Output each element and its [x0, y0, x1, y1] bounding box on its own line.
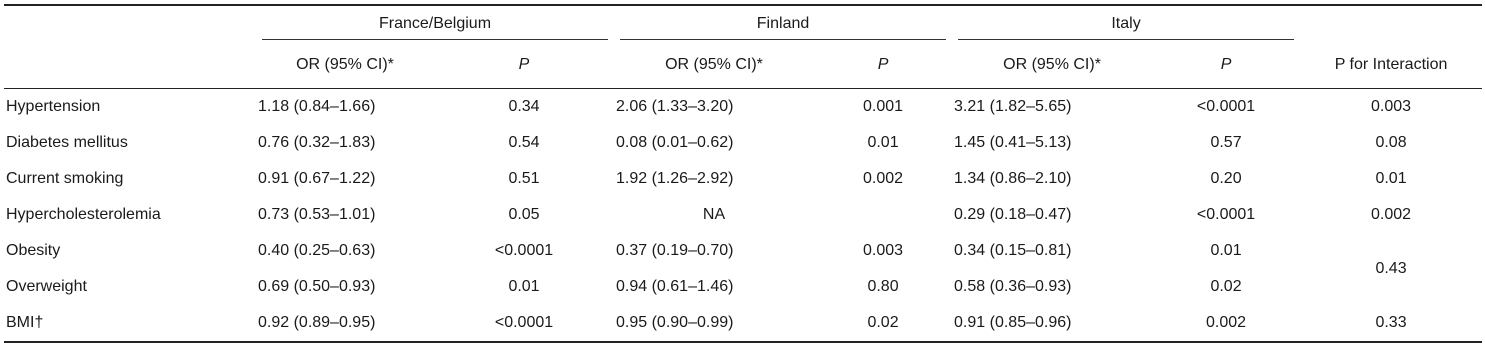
p-cell: 0.54 — [508, 134, 540, 151]
group-header-france-belgium — [256, 5, 614, 42]
p-cell: 0.51 — [508, 170, 540, 187]
row-label: Diabetes mellitus — [6, 134, 128, 151]
or-value: 0.40 (0.25–0.63) — [258, 242, 376, 259]
p-cell: 0.02 — [1210, 278, 1242, 295]
or-value: 0.91 (0.85–0.96) — [954, 314, 1072, 331]
or-cell — [256, 161, 434, 197]
table-row — [4, 89, 1482, 126]
or-cell — [256, 89, 434, 126]
or-header-label: OR (95% CI)* — [296, 56, 394, 73]
odds-ratio-table — [4, 4, 1482, 343]
p-cell: 0.001 — [863, 98, 904, 115]
or-value: 0.58 (0.36–0.93) — [954, 278, 1072, 295]
header-empty-cell — [4, 5, 256, 42]
row-label: Hypertension — [6, 98, 101, 115]
p-cell: 0.34 — [508, 98, 540, 115]
p-cell: 0.002 — [863, 170, 904, 187]
table-row — [4, 269, 1482, 305]
header-empty-cell — [4, 42, 256, 89]
or-header-label: OR (95% CI)* — [1003, 56, 1101, 73]
p-cell: <0.0001 — [1196, 98, 1256, 115]
group-header-finland — [614, 5, 952, 42]
or-value: 1.18 (0.84–1.66) — [258, 98, 376, 115]
column-header-p — [1152, 42, 1300, 89]
or-value: 0.29 (0.18–0.47) — [954, 206, 1072, 223]
column-header-or — [614, 42, 814, 89]
or-cell — [614, 125, 814, 161]
p-cell: <0.0001 — [494, 242, 554, 259]
p-cell: <0.0001 — [1196, 206, 1256, 223]
p-cell: 0.01 — [1210, 242, 1242, 259]
p-interaction-header-label: P for Interaction — [1334, 56, 1448, 73]
group-label: France/Belgium — [378, 15, 492, 32]
or-value: 0.73 (0.53–1.01) — [258, 206, 376, 223]
or-value: 0.76 (0.32–1.83) — [258, 134, 376, 151]
row-label: Hypercholesterolemia — [6, 206, 161, 223]
group-header-italy — [952, 5, 1300, 42]
header-empty-cell — [1300, 5, 1482, 42]
table-row — [4, 233, 1482, 269]
or-cell — [952, 89, 1152, 126]
or-value: 0.94 (0.61–1.46) — [616, 278, 734, 295]
or-cell — [952, 197, 1152, 233]
column-header-p — [814, 42, 952, 89]
or-cell — [952, 305, 1152, 342]
p-cell: 0.01 — [867, 134, 899, 151]
p-header-label: P — [1220, 56, 1232, 73]
p-cell: <0.0001 — [434, 305, 614, 342]
or-cell — [256, 305, 434, 342]
or-value: 0.08 (0.01–0.62) — [616, 134, 734, 151]
p-cell: 0.003 — [863, 242, 904, 259]
table-row — [4, 161, 1482, 197]
or-value: 0.92 (0.89–0.95) — [258, 314, 376, 331]
header-group-row — [4, 5, 1482, 42]
or-value-na: NA — [702, 206, 726, 223]
table-row — [4, 197, 1482, 233]
or-cell — [614, 305, 814, 342]
or-value: 0.37 (0.19–0.70) — [616, 242, 734, 259]
p-cell: 0.002 — [1152, 305, 1300, 342]
p-interaction-cell: 0.08 — [1375, 134, 1407, 151]
or-cell — [614, 197, 814, 233]
p-cell: 0.02 — [814, 305, 952, 342]
or-cell — [256, 233, 434, 269]
p-interaction-cell: 0.003 — [1371, 98, 1412, 115]
p-cell: 0.57 — [1210, 134, 1242, 151]
p-interaction-cell: 0.33 — [1300, 305, 1482, 342]
or-cell — [614, 161, 814, 197]
row-label: Current smoking — [6, 170, 124, 187]
or-cell — [952, 269, 1152, 305]
table-row — [4, 305, 1482, 342]
header-sub-row — [4, 42, 1482, 89]
p-cell — [814, 197, 952, 233]
or-value: 0.95 (0.90–0.99) — [616, 314, 734, 331]
table-row — [4, 125, 1482, 161]
or-cell — [614, 233, 814, 269]
group-underline — [620, 39, 946, 40]
or-cell — [256, 125, 434, 161]
or-cell — [614, 89, 814, 126]
or-cell — [952, 125, 1152, 161]
p-header-label: P — [877, 56, 889, 73]
or-value: 1.34 (0.86–2.10) — [954, 170, 1072, 187]
row-label: Overweight — [6, 278, 87, 295]
or-value: 2.06 (1.33–3.20) — [616, 98, 734, 115]
or-value: 0.34 (0.15–0.81) — [954, 242, 1072, 259]
p-interaction-cell: 0.002 — [1371, 206, 1412, 223]
row-label: BMI† — [4, 305, 256, 342]
p-cell: 0.05 — [508, 206, 540, 223]
group-underline — [262, 39, 608, 40]
or-header-label: OR (95% CI)* — [665, 56, 763, 73]
or-value: 1.92 (1.26–2.92) — [616, 170, 734, 187]
p-header-label: P — [518, 56, 530, 73]
column-header-or — [256, 42, 434, 89]
or-cell — [952, 233, 1152, 269]
or-value: 3.21 (1.82–5.65) — [954, 98, 1072, 115]
group-label: Finland — [756, 15, 810, 32]
column-header-p-interaction — [1300, 42, 1482, 89]
column-header-or — [952, 42, 1152, 89]
p-cell: 0.20 — [1210, 170, 1242, 187]
p-interaction-cell: 0.43 — [1375, 260, 1407, 277]
p-cell: 0.01 — [508, 278, 540, 295]
column-header-p — [434, 42, 614, 89]
or-cell — [256, 197, 434, 233]
p-cell: 0.80 — [867, 278, 899, 295]
or-cell — [256, 269, 434, 305]
or-value: 1.45 (0.41–5.13) — [954, 134, 1072, 151]
or-value: 0.69 (0.50–0.93) — [258, 278, 376, 295]
row-label: Obesity — [6, 242, 61, 259]
p-interaction-cell: 0.01 — [1375, 170, 1407, 187]
or-value: 0.91 (0.67–1.22) — [258, 170, 376, 187]
group-underline — [958, 39, 1294, 40]
or-cell — [614, 269, 814, 305]
group-label: Italy — [1111, 15, 1141, 32]
or-cell — [952, 161, 1152, 197]
